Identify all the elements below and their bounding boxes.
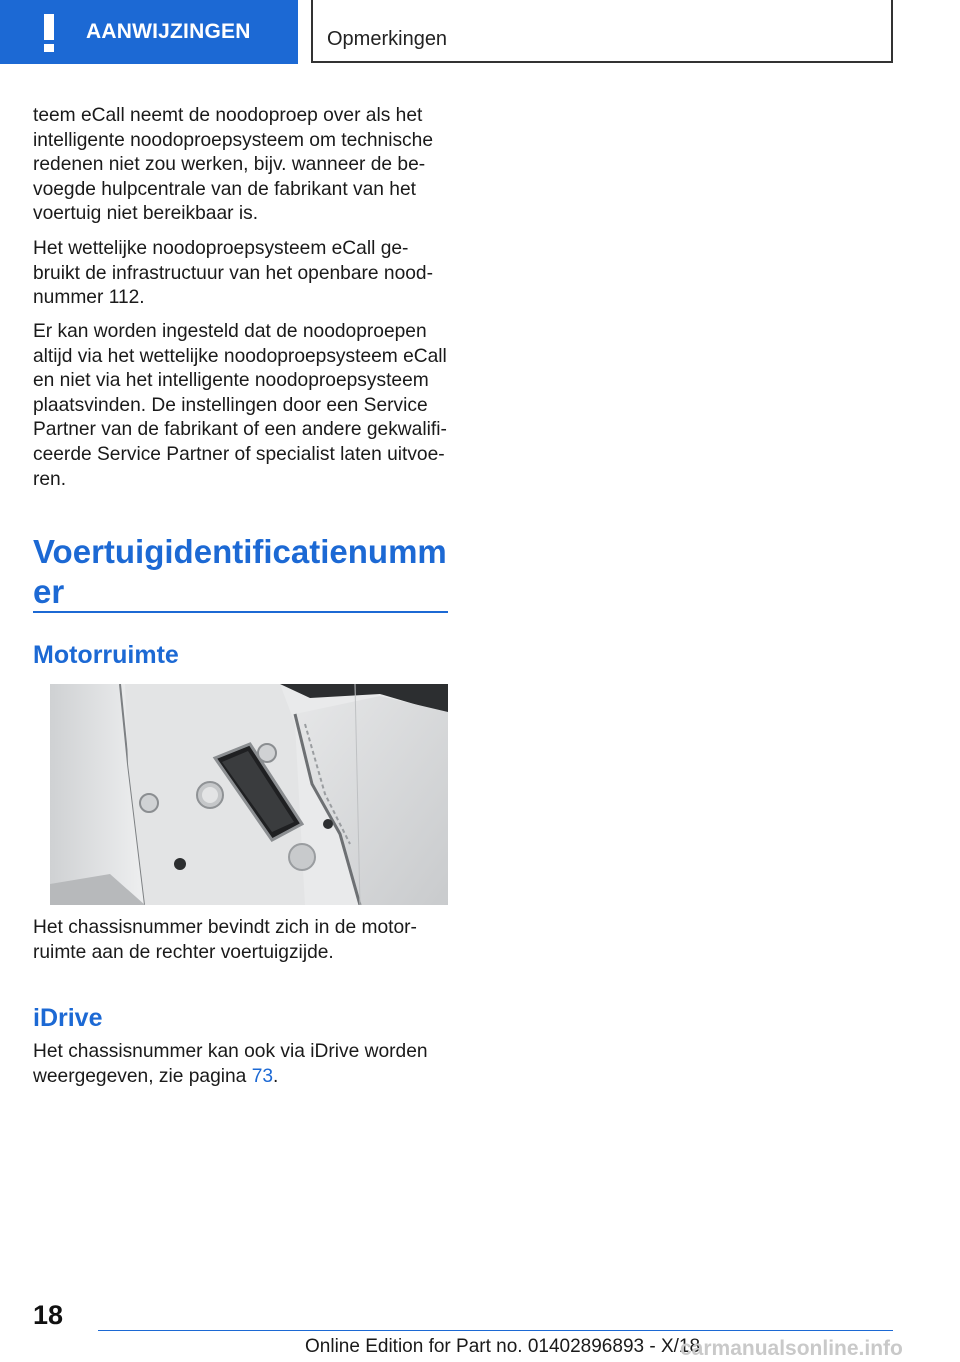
engine-bay-drawing [50, 684, 448, 905]
paragraph-vin-idrive-end: . [273, 1065, 279, 1087]
heading-divider [33, 611, 448, 613]
paragraph-ecall-fallback: teem eCall neemt de noodoproep over als het intelligente noodoproepsysteem om technische redenen niet zou werken, bijv. wanneer de be-voegde hulpcentrale van de fabrikant van het voertuig niet bereikbaar is. [33, 105, 433, 225]
page-number: 18 [33, 1300, 64, 1330]
section-header [311, 0, 893, 63]
paragraph-ecall-settings: Er kan worden ingesteld dat de noodoproepen altijd via het wettelijke noodoproepsysteem eCall en niet via het intelligente noodoproepsysteem plaatsvinden. De instellingen door een Service Partner van de fabrikant of een andere gekwalifi-ceerde Service Partner of specialist laten uitvoe-ren. [33, 321, 447, 490]
subheading-engine-bay: Motorruimte [33, 641, 179, 669]
paragraph-vin-location: Het chassisnummer bevindt zich in de motor-ruimte aan de rechter voertuigzijde. [33, 917, 417, 963]
page-reference-link[interactable]: 73 [251, 1065, 274, 1087]
chapter-title: AANWIJZINGEN [86, 20, 251, 43]
section-title: Opmerkingen [327, 28, 448, 50]
chapter-tab [0, 0, 298, 64]
exclamation-icon [42, 14, 56, 52]
footer-divider [98, 1330, 893, 1331]
engine-bay-illustration [50, 684, 448, 905]
paragraph-vin-idrive [33, 1040, 448, 1089]
page-heading: Voertuigidentificatienumm er [33, 533, 447, 610]
edition-info: Online Edition for Part no. 01402896893 - X/18 [305, 1336, 701, 1357]
subheading-idrive: iDrive [33, 1004, 103, 1032]
watermark: carmanualsonline.info [680, 1337, 903, 1360]
paragraph-vin-idrive-text: Het chassisnummer kan ook via iDrive worden weergegeven, zie pagina [33, 1041, 428, 1087]
paragraph-ecall-infrastructure: Het wettelijke noodoproepsysteem eCall ge-bruikt de infrastructuur van het openbare nood-nummer 112. [33, 238, 433, 309]
